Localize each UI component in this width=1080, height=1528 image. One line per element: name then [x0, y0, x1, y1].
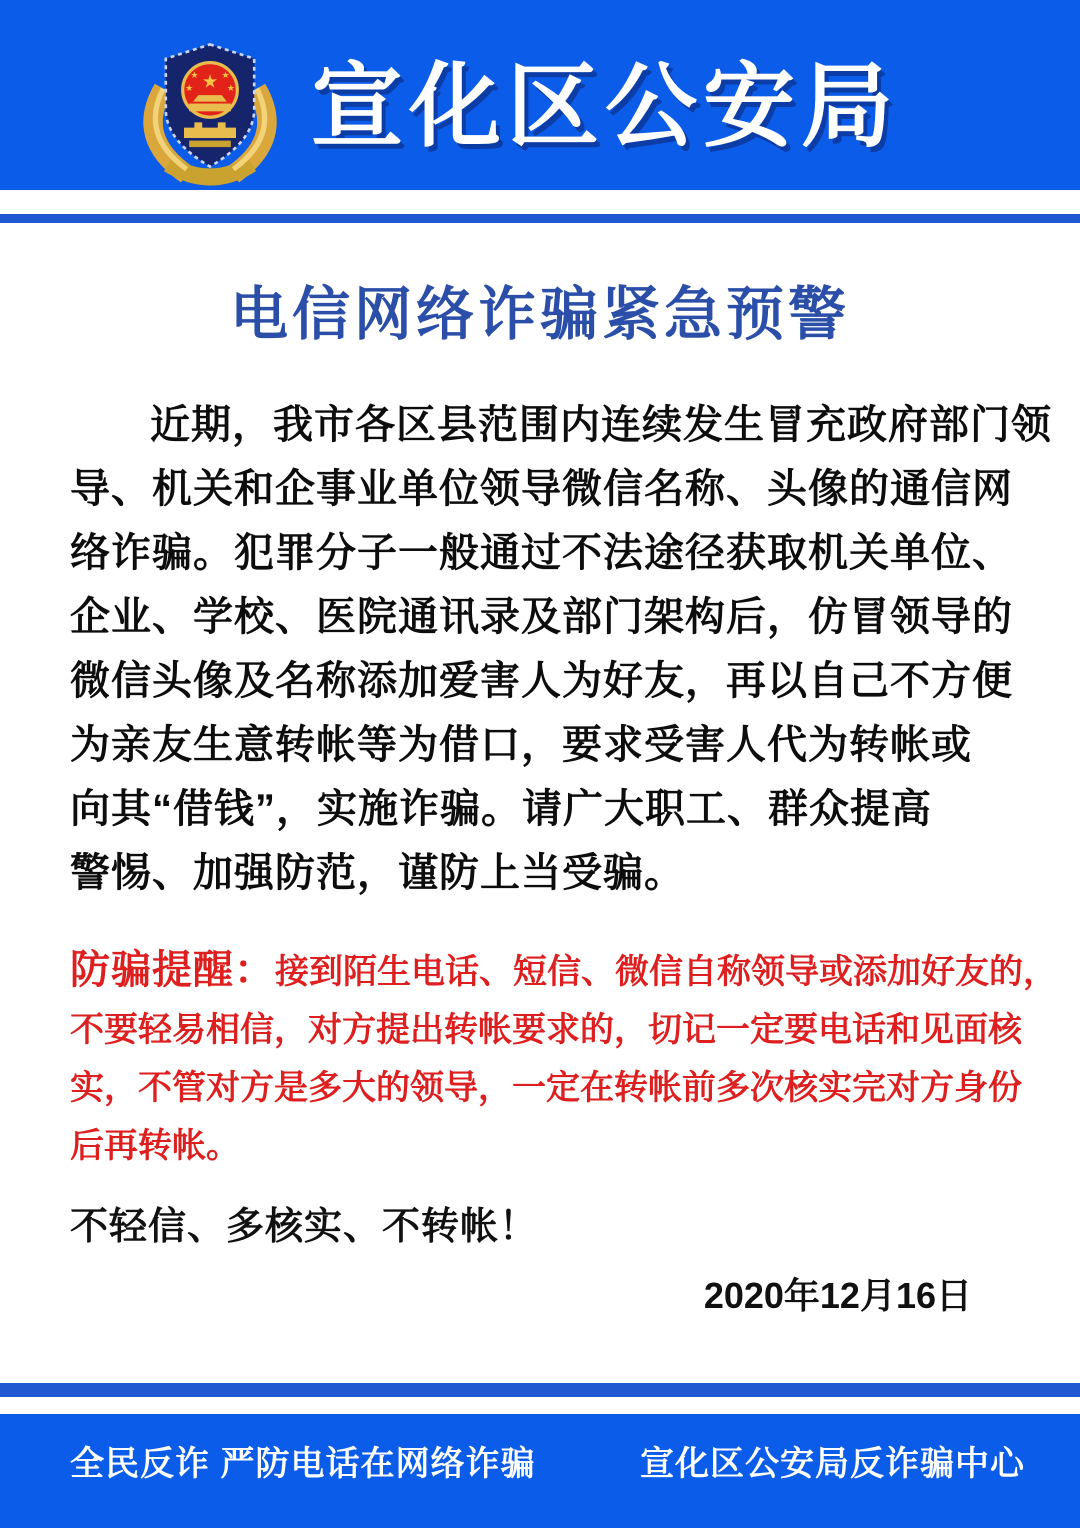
notice-title: 电信网络诈骗紧急预警 [229, 282, 850, 347]
star-icon: ★ [221, 70, 230, 81]
warning-lines [70, 1001, 1022, 1175]
warning-line [70, 941, 1057, 1001]
star-icon: ★ [201, 71, 219, 92]
agency-name: 宣化区公安局 [310, 56, 899, 158]
divider-gap [0, 190, 1080, 214]
divider-stripe [0, 1383, 1080, 1397]
body-line: 微信头像及名称添加爱害人为好友，再以自己不方便 [70, 659, 1013, 703]
police-badge-icon [126, 34, 294, 190]
warning-line: 后再转帐。 [70, 1127, 240, 1165]
body-line: 企业、学校、医院通讯录及部门架构后，仿冒领导的 [70, 595, 1013, 639]
footer-left-slogan: 全民反诈 严防电话在网络诈骗 [70, 1445, 536, 1483]
body-line: 警惕、加强防范，谨防上当受骗。 [70, 851, 685, 895]
body-line: 近期，我市各区县范围内连续发生冒充政府部门领 [150, 403, 1052, 447]
body-line: 络诈骗。犯罪分子一般通过不法途径获取机关单位、 [70, 531, 1013, 575]
date: 2020年12月16日 [703, 1275, 972, 1316]
star-icon: ★ [185, 83, 194, 94]
slogan: 不轻信、多核实、不转帐！ [70, 1206, 539, 1248]
warning-line: 实，不管对方是多大的领导，一定在转帐前多次核实完对方身份 [70, 1069, 1022, 1107]
divider-stripe [0, 214, 1080, 223]
body-line: 导、机关和企事业单位领导微信名称、头像的通信网 [70, 467, 1013, 511]
notice-body [70, 393, 1052, 905]
footer-right-name: 宣化区公安局反诈骗中心 [640, 1445, 1025, 1483]
body-line: 向其“借钱”，实施诈骗。请广大职工、群众提高 [70, 787, 932, 831]
header-banner [0, 0, 1080, 190]
warning-line: 不要轻易相信，对方提出转帐要求的，切记一定要电话和见面核 [70, 1011, 1022, 1049]
warning-label: 防骗提醒： [70, 948, 275, 992]
warning-block [70, 941, 1057, 1175]
star-icon: ★ [190, 70, 199, 81]
notice-content [0, 223, 1080, 1383]
footer-banner [0, 1414, 1080, 1528]
warning-line-text: 接到陌生电话、短信、微信自称领导或添加好友的， [275, 953, 1057, 991]
star-icon: ★ [226, 83, 235, 94]
body-line: 为亲友生意转帐等为借口，要求受害人代为转帐或 [70, 723, 972, 767]
divider-gap [0, 1397, 1080, 1414]
